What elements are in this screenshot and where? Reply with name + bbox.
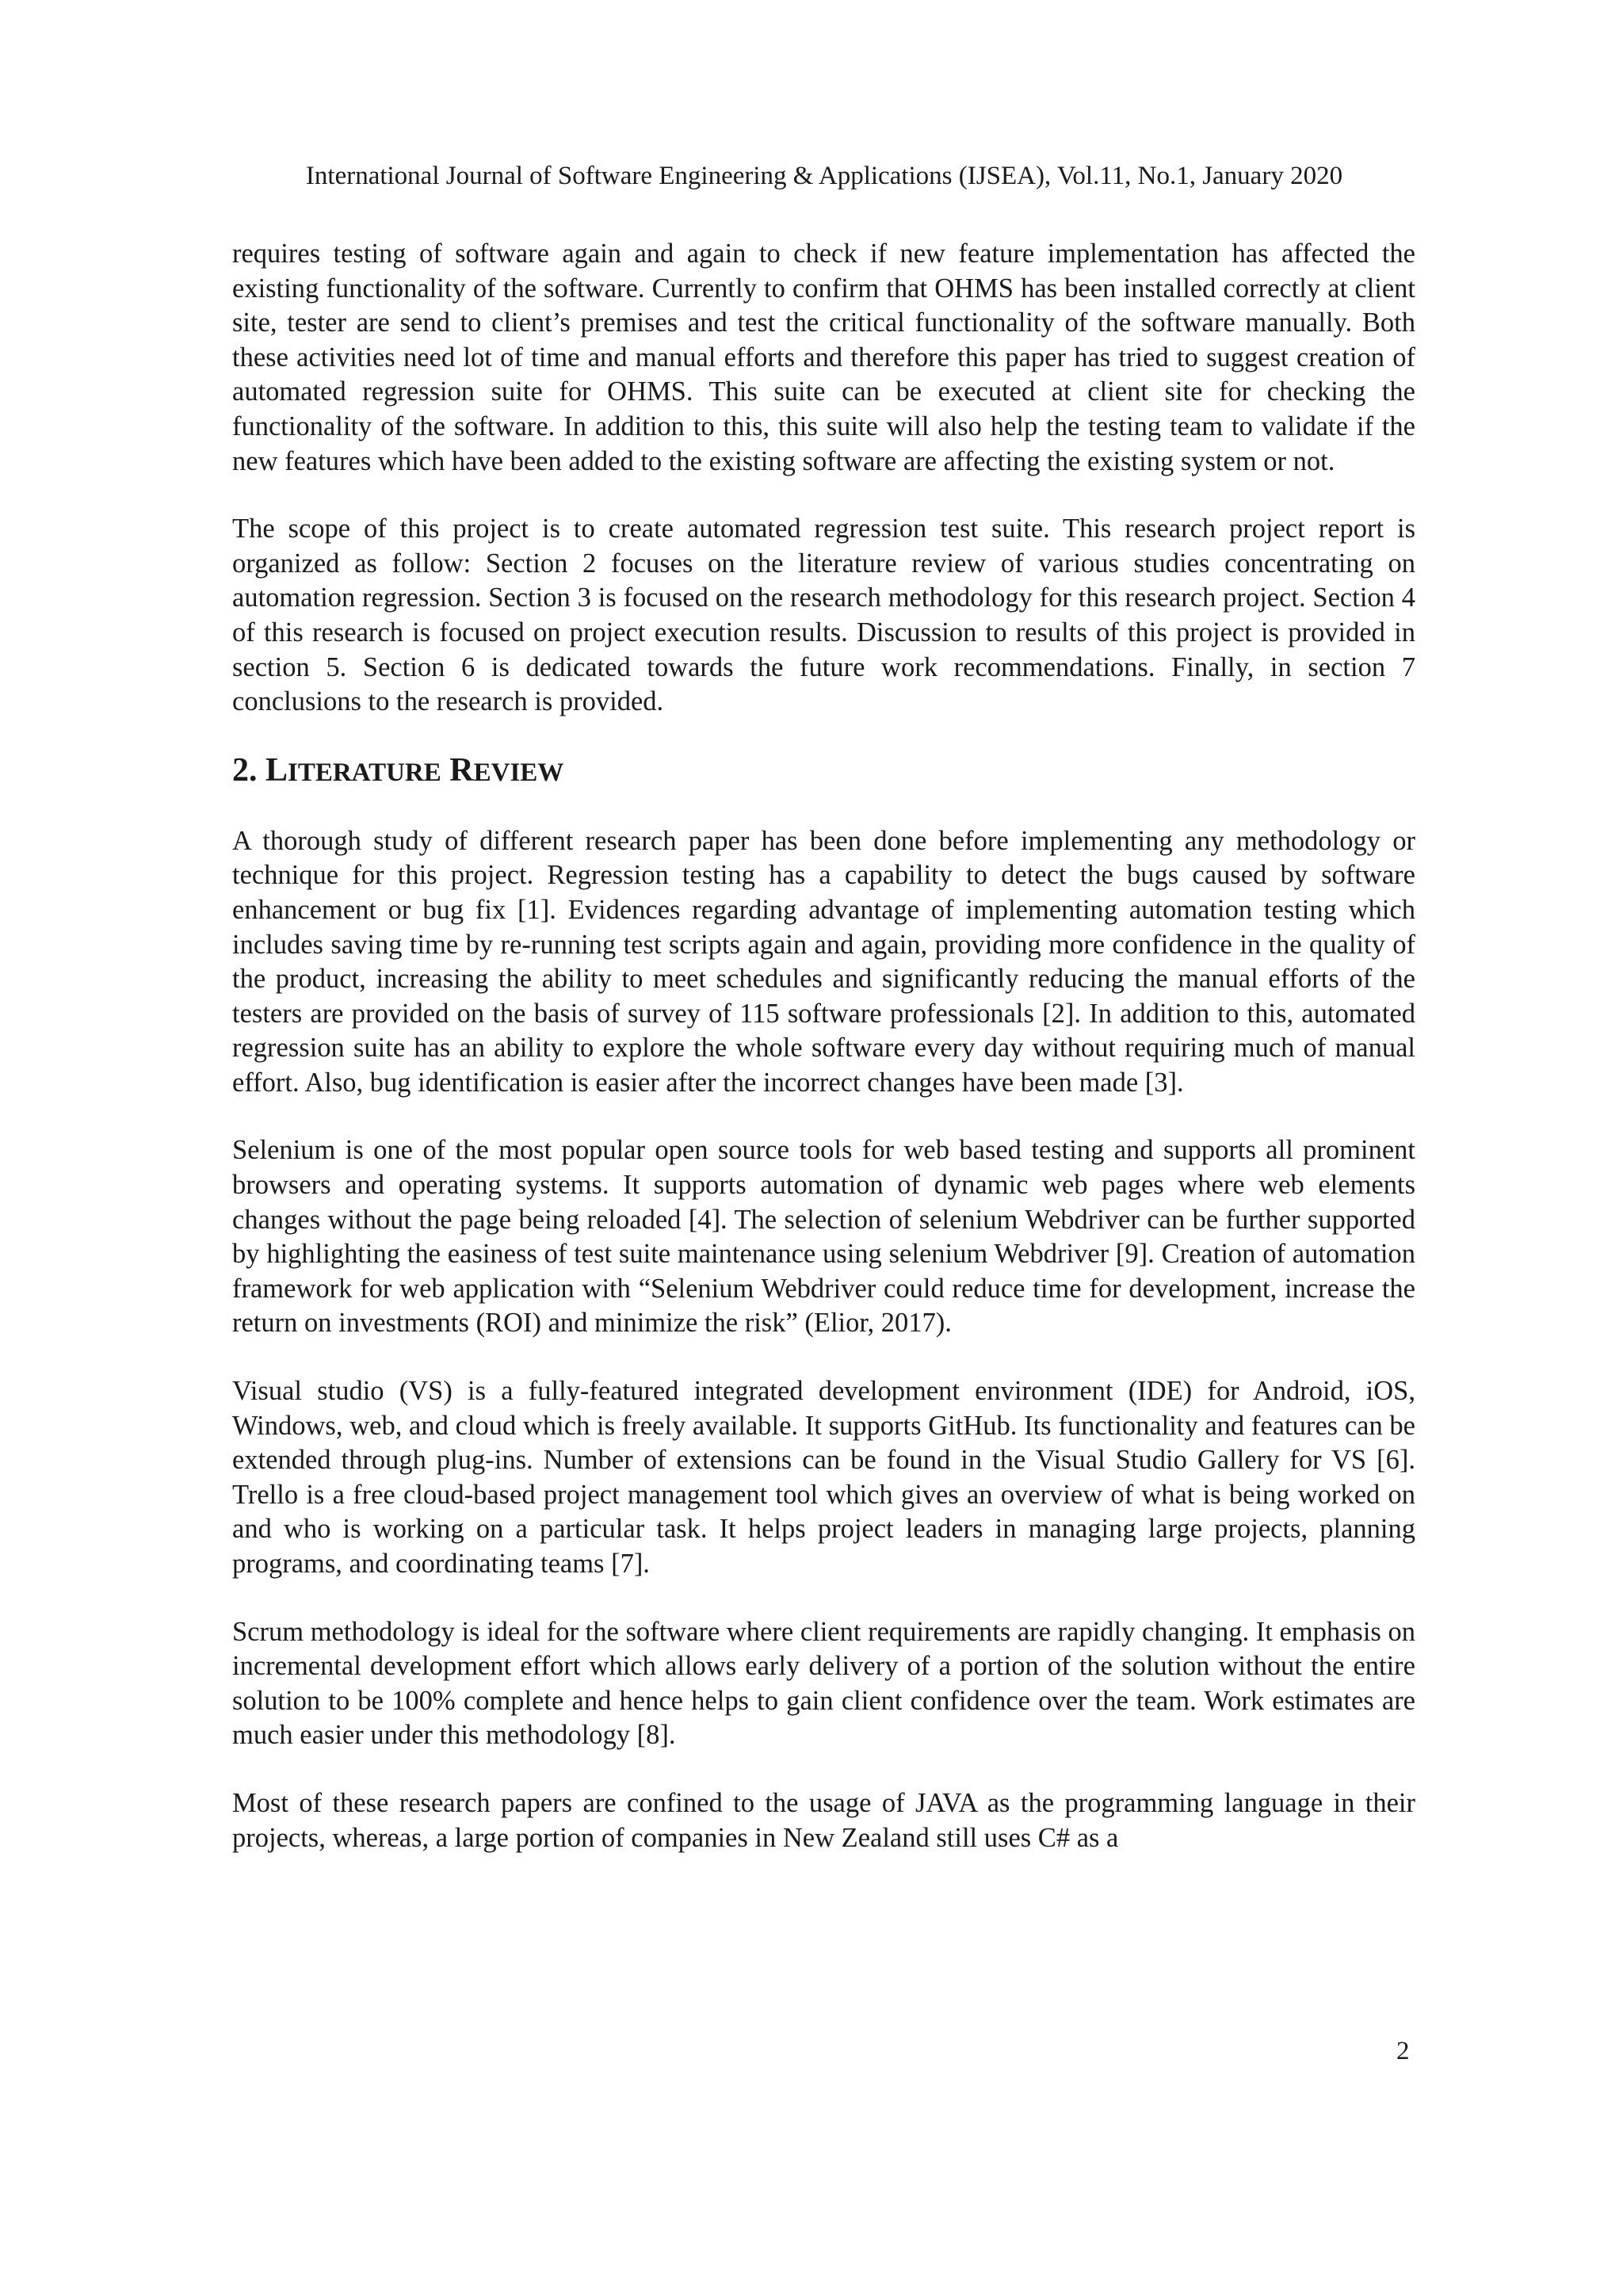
paragraph-review-3: Visual studio (VS) is a fully-featured integrated development environment (IDE) for Android, iOS, Windows, web, and cloud which is freely available. It supports GitHub. Its functionality and features can be extended through plug-ins. Number of extensions can be found in the Visual Studio Gallery for VS [6]. Trello is a free cloud-based project management tool which gives an overview of what is being worked on and who is working on a particular task. It helps project leaders in managing large projects, planning programs, and coordinating teams [7].	[232, 1376, 1415, 1579]
running-header: International Journal of Software Engineering & Applications (IJSEA), Vol.11, No.1, January 2020	[305, 162, 1343, 190]
paragraph-review-1: A thorough study of different research paper has been done before implementing any methodology or technique for this project. Regression testing has a capability to detect the bugs caused by software enhancement or bug fix [1]. Evidences regarding advantage of implementing automation testing which includes saving time by re-running test scripts again and again, providing more confidence in the quality of the product, increasing the ability to meet schedules and significantly reducing the manual efforts of the testers are provided on the basis of survey of 115 software professionals [2]. In addition to this, automated regression suite has an ability to explore the whole software every day without requiring much of manual effort. Also, bug identification is easier after the incorrect changes have been made [3].	[232, 825, 1415, 1098]
paragraph-review-4: Scrum methodology is ideal for the software where client requirements are rapidly changing. It emphasis on incremental development effort which allows early delivery of a portion of the solution without the entire solution to be 100% complete and hence helps to gain client confidence over the team. Work estimates are much easier under this methodology [8].	[232, 1616, 1415, 1751]
section-title-rest-2: EVIEW	[473, 758, 564, 787]
body-text	[232, 237, 1415, 1889]
section-heading	[232, 748, 1415, 795]
section-title-rest-1: ITERATURE	[288, 758, 441, 787]
section-number: 2.	[232, 751, 258, 789]
paragraph-intro-2: The scope of this project is to create automated regression test suite. This research project report is organized as follow: Section 2 focuses on the literature review of various studies concentrating on automation regression. Section 3 is focused on the research methodology for this research project. Section 4 of this research is focused on project execution results. Discussion to results of this project is provided in section 5. Section 6 is dedicated towards the future work recommendations. Finally, in section 7 conclusions to the research is provided.	[232, 514, 1415, 717]
paragraph-review-2: Selenium is one of the most popular open source tools for web based testing and supports all prominent browsers and operating systems. It supports automation of dynamic web pages where web elements changes without the page being reloaded [4]. The selection of selenium Webdriver can be further supported by highlighting the easiness of test suite maintenance using selenium Webdriver [9]. Creation of automation framework for web application with “Selenium Webdriver could reduce time for development, increase the return on investments (ROI) and minimize the risk” (Elior, 2017).	[232, 1135, 1415, 1339]
page-number: 2	[1396, 2037, 1410, 2065]
paragraph-review-5: Most of these research papers are confined to the usage of JAVA as the programming language in their projects, whereas, a large portion of companies in New Zealand still uses C# as a	[232, 1787, 1415, 1853]
section-title-initial-2: R	[449, 751, 474, 789]
paragraph-intro-1: requires testing of software again and again to check if new feature implementation has affected the existing functionality of the software. Currently to confirm that OHMS has been installed correctly at client site, tester are send to client’s premises and test the critical functionality of the software manually. Both these activities need lot of time and manual efforts and therefore this paper has tried to suggest creation of automated regression suite for OHMS. This suite can be executed at client site for checking the functionality of the software. In addition to this, this suite will also help the testing team to validate if the new features which have been added to the existing software are affecting the existing system or not.	[232, 239, 1415, 476]
section-title-initial-1: L	[265, 751, 288, 789]
